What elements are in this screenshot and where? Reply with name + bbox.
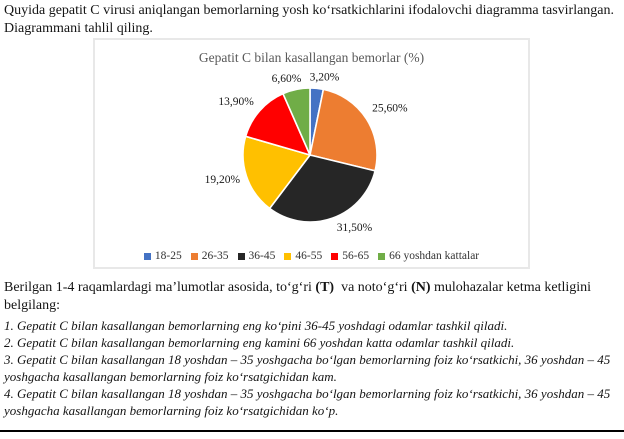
chart-legend: [95, 250, 528, 262]
statement-list: [4, 317, 624, 419]
legend-label: 36-45: [248, 250, 276, 262]
legend-item-56-65: [331, 250, 369, 262]
legend-label: 46-55: [295, 250, 323, 262]
legend-color-swatch: [331, 253, 338, 260]
legend-color-swatch: [238, 253, 245, 260]
legend-item-46-55: [284, 250, 322, 262]
legend-label: 66 yoshdan kattalar: [389, 250, 480, 262]
legend-color-swatch: [144, 253, 151, 260]
statement-3: 3. Gepatit C bilan kasallangan 18 yoshdan – 35 yoshgacha bo‘lgan bemorlarning foiz ko‘rsatkichi, 36 yoshdan – 45 yoshgacha kasallangan bemorlarning foiz ko‘rsatgichidan kam.: [4, 352, 611, 384]
legend-color-swatch: [191, 253, 198, 260]
legend-label: 26-35: [201, 250, 229, 262]
pie-data-label: 25,60%: [372, 102, 408, 115]
pie-chart: [95, 40, 528, 267]
page-divider-line: [0, 430, 624, 432]
pie-data-label: 6,60%: [271, 72, 302, 85]
legend-color-swatch: [284, 253, 291, 260]
legend-label: 56-65: [342, 250, 370, 262]
legend-item-36-45: [238, 250, 276, 262]
pie-data-label: 13,90%: [218, 96, 254, 108]
statement-2: 2. Gepatit C bilan kasallangan bemorlarning eng kamini 66 yoshdan katta odamlar tashkil qiladi.: [4, 335, 515, 350]
intro-paragraph: Quyida gepatit C virusi aniqlangan bemorlarning yosh ko‘rsatkichlarini ifodalovchi diagramma tasvirlangan. Diagrammani tahlil qiling.: [4, 3, 615, 36]
pie-data-label: 31,50%: [336, 222, 373, 235]
instruction-text: [4, 279, 620, 314]
instruction-part: va noto‘g‘ri: [334, 280, 412, 295]
legend-item-26-35: [191, 250, 229, 262]
legend-label: 18-25: [154, 250, 182, 262]
chart-title: Gepatit C bilan kasallangan bemorlar (%): [198, 50, 425, 65]
chart-panel: [93, 38, 530, 269]
answer-false-marker: (N): [411, 280, 431, 295]
statement-4: 4. Gepatit C bilan kasallangan 18 yoshdan – 35 yoshgacha bo‘lgan bemorlarning foiz ko‘rsatkichi, 36 yoshdan – 45 yoshgacha kasallangan bemorlarning foiz ko‘rsatgichidan ko‘p.: [4, 386, 611, 418]
instruction-part: Berilgan 1-4 raqamlardagi ma’lumotlar asosida, to‘g‘ri: [4, 280, 316, 295]
instruction-part: mulohazalar ketma ketligini belgilang:: [4, 280, 595, 313]
legend-color-swatch: [378, 253, 385, 260]
statement-1: 1. Gepatit C bilan kasallangan bemorlarning eng ko‘pini 36-45 yoshdagi odamlar tashkil qiladi.: [4, 318, 508, 333]
pie-data-label: 19,20%: [204, 173, 241, 186]
legend-item-66-yoshdan-kattalar: [378, 250, 479, 262]
legend-item-18-25: [144, 250, 182, 262]
pie-data-label: 3,20%: [309, 71, 340, 84]
answer-true-marker: (T): [315, 280, 335, 295]
